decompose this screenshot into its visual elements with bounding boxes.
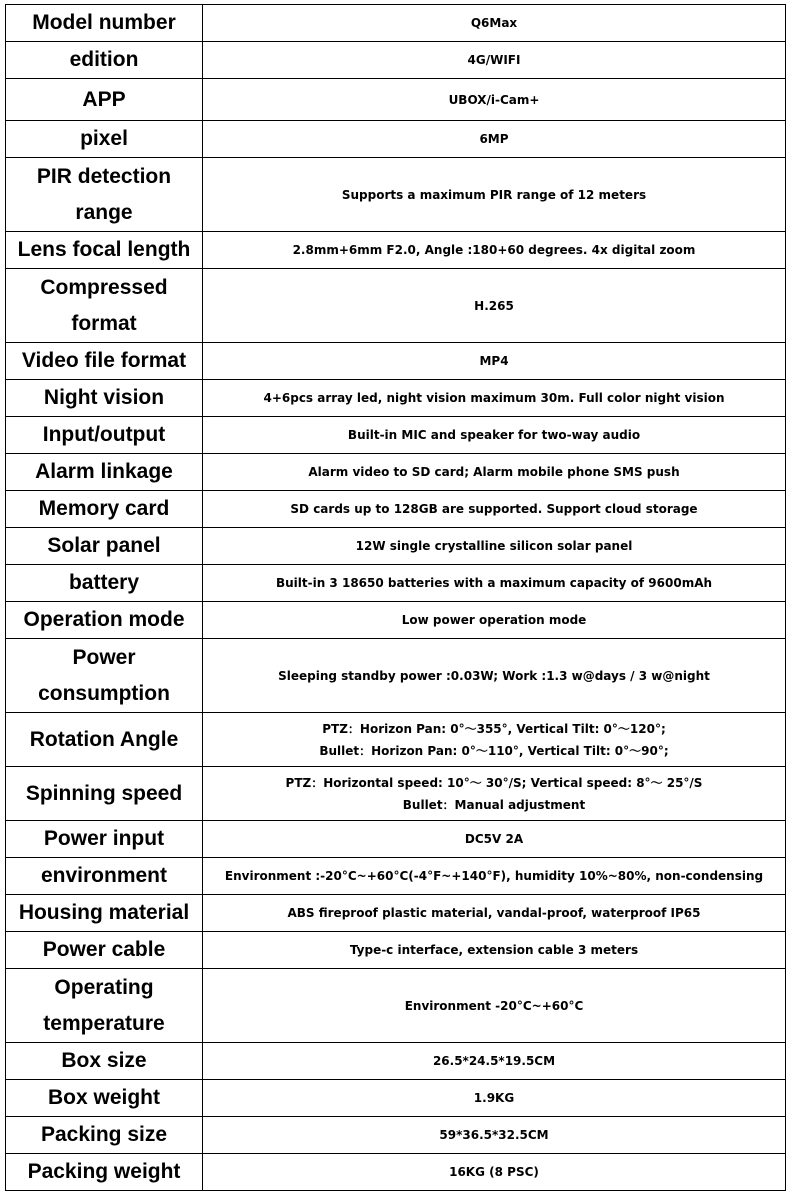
spec-label: Power cable — [6, 932, 203, 969]
spec-row — [6, 417, 786, 454]
spec-value — [203, 121, 786, 158]
spec-label: pixel — [6, 121, 203, 158]
spec-label: Box size — [6, 1043, 203, 1080]
spec-value — [203, 969, 786, 1043]
spec-value-line: MP4 — [479, 354, 509, 368]
spec-row — [6, 269, 786, 343]
spec-row — [6, 380, 786, 417]
spec-value — [203, 343, 786, 380]
spec-value — [203, 1043, 786, 1080]
spec-row — [6, 528, 786, 565]
spec-row — [6, 121, 786, 158]
spec-row — [6, 969, 786, 1043]
spec-value — [203, 821, 786, 858]
spec-value-line: Built-in MIC and speaker for two-way audio — [347, 428, 641, 442]
spec-value — [203, 528, 786, 565]
spec-row — [6, 602, 786, 639]
spec-label: Solar panel — [6, 528, 203, 565]
spec-row — [6, 491, 786, 528]
spec-value — [203, 713, 786, 767]
spec-label: Night vision — [6, 380, 203, 417]
spec-value-line: Supports a maximum PIR range of 12 meters — [341, 187, 647, 202]
spec-label: Input/output — [6, 417, 203, 454]
spec-row — [6, 1117, 786, 1154]
spec-value — [203, 1154, 786, 1191]
spec-table-body — [6, 5, 786, 1191]
spec-label: edition — [6, 42, 203, 79]
spec-row — [6, 1043, 786, 1080]
spec-value-line: UBOX/i-Cam+ — [448, 92, 540, 107]
spec-value — [203, 79, 786, 121]
spec-value-line: Sleeping standby power :0.03W; Work :1.3 w@days / 3 w@night — [278, 668, 710, 683]
spec-value-line: Environment -20°C~+60°C — [404, 998, 584, 1013]
spec-row — [6, 454, 786, 491]
spec-value-line: Low power operation mode — [401, 613, 587, 627]
spec-value-line: 6MP — [479, 132, 509, 146]
spec-value-line: 26.5*24.5*19.5CM — [432, 1054, 556, 1068]
spec-value — [203, 602, 786, 639]
spec-value-line: 4G/WIFI — [467, 53, 521, 67]
spec-value-line: DC5V 2A — [464, 832, 524, 846]
spec-row — [6, 1080, 786, 1117]
spec-value — [203, 232, 786, 269]
spec-value-line: Q6Max — [470, 16, 518, 30]
spec-label: Spinning speed — [6, 767, 203, 821]
spec-table — [5, 4, 786, 1191]
spec-value-line: 1.9KG — [473, 1091, 515, 1105]
spec-label: Operating temperature — [6, 969, 203, 1043]
spec-value-line: Environment :-20°C~+60°C(-4°F~+140°F), humidity 10%~80%, non-condensing — [224, 869, 764, 883]
spec-value-line: 12W single crystalline silicon solar panel — [355, 539, 633, 553]
spec-row — [6, 158, 786, 232]
spec-value — [203, 639, 786, 713]
spec-label: Model number — [6, 5, 203, 42]
spec-row — [6, 1154, 786, 1191]
spec-label: environment — [6, 858, 203, 895]
spec-row — [6, 343, 786, 380]
spec-row — [6, 639, 786, 713]
spec-label: Housing material — [6, 895, 203, 932]
spec-value — [203, 380, 786, 417]
spec-value — [203, 42, 786, 79]
spec-row — [6, 5, 786, 42]
spec-row — [6, 79, 786, 121]
spec-label: Operation mode — [6, 602, 203, 639]
spec-value — [203, 858, 786, 895]
spec-value-line: 16KG (8 PSC) — [449, 1165, 539, 1179]
spec-value-line: PTZ：Horizontal speed: 10°～ 30°/S; Vertical speed: 8°～ 25°/S — [285, 775, 703, 790]
spec-label: Packing size — [6, 1117, 203, 1154]
spec-label: Compressed format — [6, 269, 203, 343]
spec-label: Memory card — [6, 491, 203, 528]
spec-label: Power input — [6, 821, 203, 858]
spec-label: PIR detection range — [6, 158, 203, 232]
spec-value-line: Type-c interface, extension cable 3 meters — [349, 943, 639, 957]
spec-value-line: SD cards up to 128GB are supported. Support cloud storage — [290, 502, 698, 516]
spec-row — [6, 895, 786, 932]
spec-label: Rotation Angle — [6, 713, 203, 767]
spec-label: APP — [6, 79, 203, 121]
spec-row — [6, 821, 786, 858]
spec-row — [6, 767, 786, 821]
spec-value — [203, 158, 786, 232]
spec-value — [203, 767, 786, 821]
spec-value — [203, 454, 786, 491]
spec-value — [203, 1117, 786, 1154]
spec-value-line: Alarm video to SD card; Alarm mobile phone SMS push — [308, 465, 680, 479]
spec-label: Lens focal length — [6, 232, 203, 269]
spec-value — [203, 932, 786, 969]
spec-label: Power consumption — [6, 639, 203, 713]
spec-row — [6, 713, 786, 767]
spec-label: Video file format — [6, 343, 203, 380]
spec-value-line: Bullet：Horizon Pan: 0°～110°, Vertical Tilt: 0°～90°; — [319, 743, 669, 758]
spec-value-line: 59*36.5*32.5CM — [439, 1128, 549, 1142]
spec-row — [6, 932, 786, 969]
spec-value-line: 2.8mm+6mm F2.0, Angle :180+60 degrees. 4x digital zoom — [292, 243, 696, 257]
spec-row — [6, 232, 786, 269]
spec-value — [203, 269, 786, 343]
spec-value-line: Bullet：Manual adjustment — [402, 797, 586, 812]
spec-value — [203, 5, 786, 42]
spec-value — [203, 417, 786, 454]
spec-label: Box weight — [6, 1080, 203, 1117]
spec-value — [203, 1080, 786, 1117]
spec-value-line: 4+6pcs array led, night vision maximum 30m. Full color night vision — [263, 391, 725, 405]
spec-value — [203, 895, 786, 932]
spec-value-line: H.265 — [474, 298, 514, 313]
spec-label: battery — [6, 565, 203, 602]
spec-label: Packing weight — [6, 1154, 203, 1191]
spec-label: Alarm linkage — [6, 454, 203, 491]
spec-row — [6, 858, 786, 895]
spec-value-line: PTZ：Horizon Pan: 0°～355°, Vertical Tilt: 0°～120°; — [322, 721, 666, 736]
spec-value — [203, 491, 786, 528]
spec-value-line: ABS fireproof plastic material, vandal-proof, waterproof IP65 — [287, 906, 701, 920]
spec-row — [6, 42, 786, 79]
spec-row — [6, 565, 786, 602]
spec-value — [203, 565, 786, 602]
spec-value-line: Built-in 3 18650 batteries with a maximum capacity of 9600mAh — [275, 576, 713, 590]
